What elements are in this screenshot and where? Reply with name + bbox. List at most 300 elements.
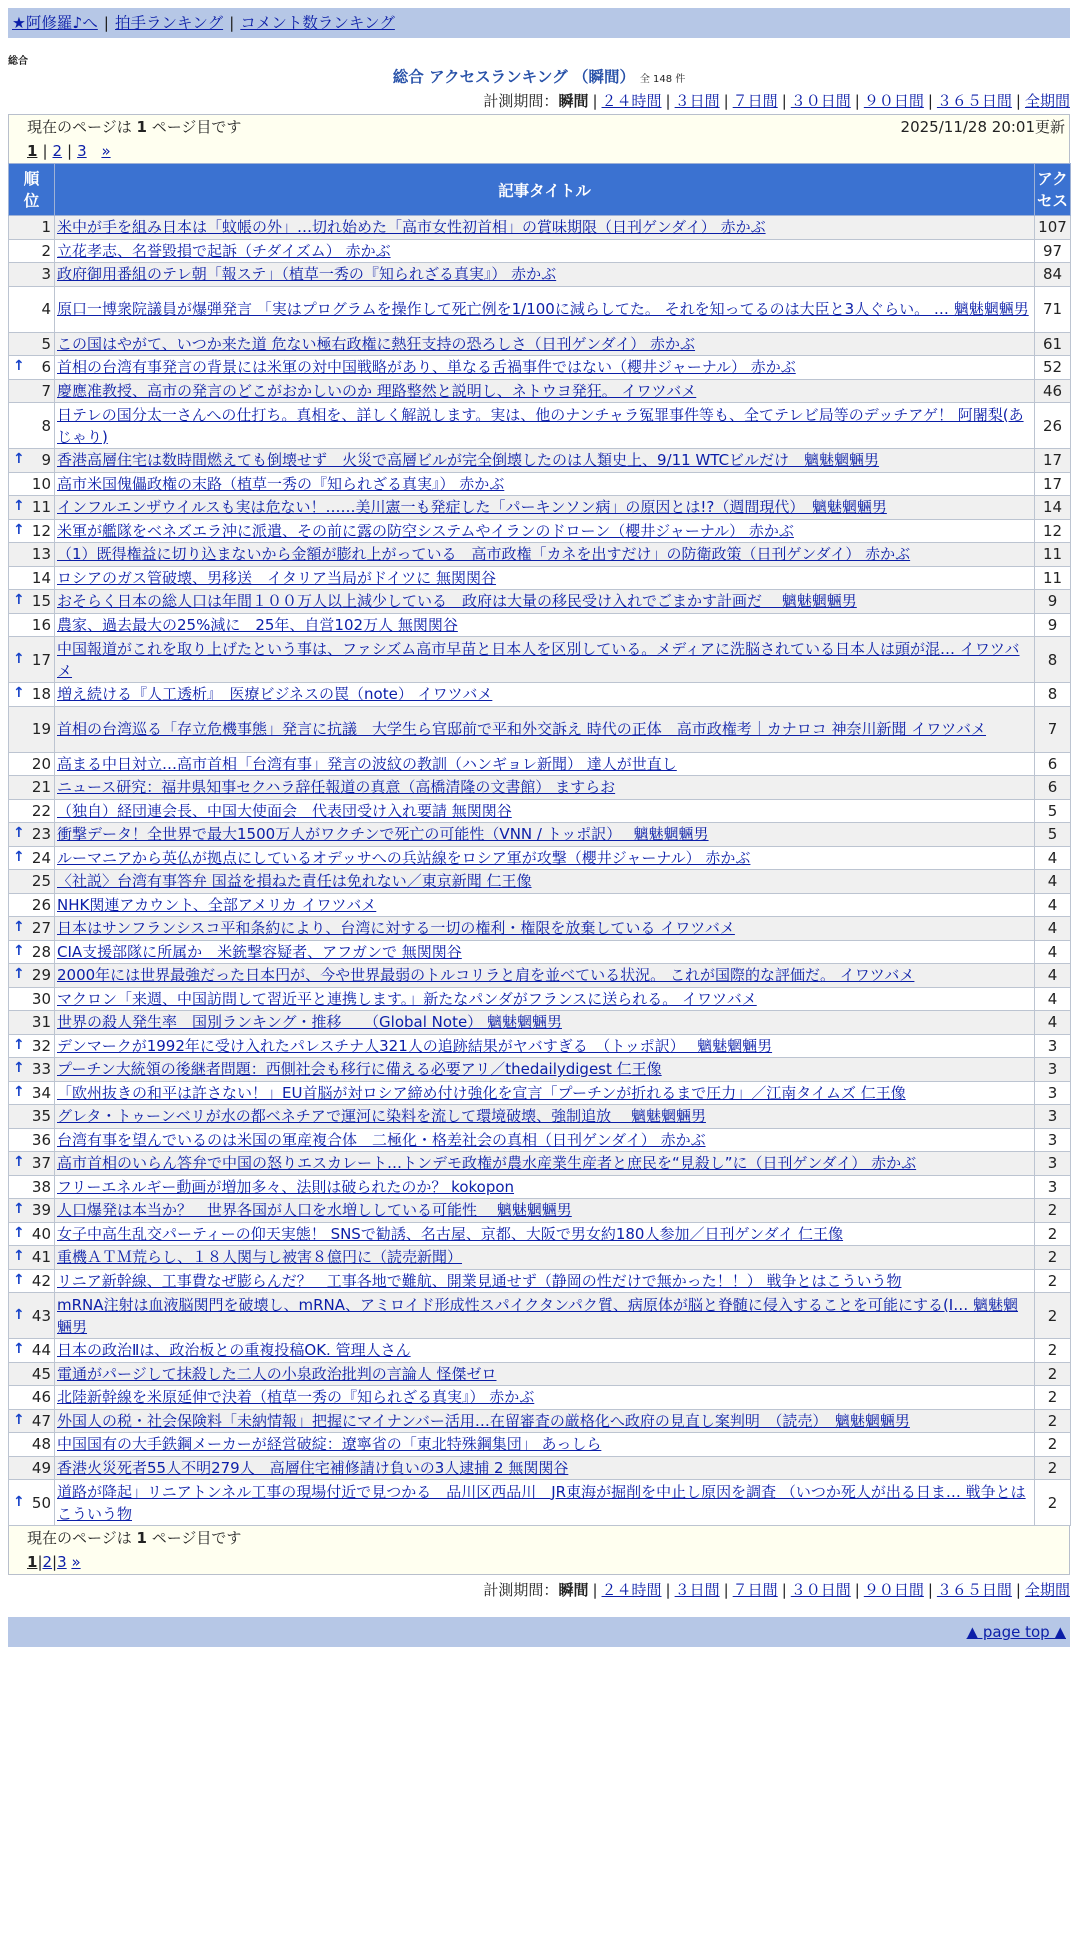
period-option-bottom[interactable]: ７日間: [732, 1581, 778, 1599]
article-title-link[interactable]: 重機ＡＴＭ荒らし、１８人関与し被害８億円に（読売新聞）: [57, 1248, 463, 1267]
article-title-link[interactable]: 世界の殺人発生率 国別ランキング・推移 （Global Note） 魑魅魍魎男: [57, 1013, 562, 1032]
rank-cell: [9, 543, 55, 567]
pager-link[interactable]: 3: [77, 142, 87, 160]
rank-cell: [9, 1152, 55, 1176]
rank-up-arrow-icon: ↑: [13, 919, 25, 936]
table-row: [9, 1058, 1071, 1082]
period-option[interactable]: ７日間: [732, 92, 778, 110]
rank-number: 5: [41, 334, 51, 353]
page-top-link[interactable]: ▲ page top ▲: [966, 1623, 1066, 1641]
access-count: 7: [1035, 706, 1071, 752]
article-title-link[interactable]: ロシアのガス管破壊、男移送 イタリア当局がドイツに 無関関谷: [57, 568, 497, 587]
rank-number: 32: [31, 1036, 51, 1055]
rank-number: 19: [31, 720, 51, 738]
rank-number: 23: [31, 825, 51, 844]
article-title-link[interactable]: 香港火災死者55人不明279人 高層住宅補修請け負いの3人逮捕 2 無関関谷: [57, 1458, 569, 1477]
period-current: 瞬間: [558, 92, 589, 110]
access-count: 3: [1035, 1058, 1071, 1082]
access-count: 3: [1035, 1175, 1071, 1199]
title-cell: [55, 823, 1035, 847]
access-count: 2: [1035, 1409, 1071, 1433]
title-cell: [55, 449, 1035, 473]
rank-header: 順位: [9, 164, 55, 216]
rank-cell: [9, 613, 55, 637]
article-title-link[interactable]: プーチン大統領の後継者問題：西側社会も移行に備える必要アリ／thedailydigest 仁王像: [57, 1060, 662, 1079]
rank-number: 22: [31, 801, 51, 820]
comment-ranking-link[interactable]: コメント数ランキング: [240, 14, 395, 32]
title-cell: [55, 846, 1035, 870]
page-info-suffix-bottom: ページ目です: [151, 1529, 242, 1547]
access-count: 4: [1035, 987, 1071, 1011]
access-count: 3: [1035, 1034, 1071, 1058]
table-row: [9, 870, 1071, 894]
access-count: 107: [1035, 216, 1071, 240]
access-count: 2: [1035, 1339, 1071, 1363]
table-row: [9, 519, 1071, 543]
rank-number: 42: [31, 1271, 51, 1290]
table-row: [9, 286, 1071, 332]
table-row: [9, 846, 1071, 870]
pager-top: 1 | 2 | 3 »: [27, 142, 111, 160]
title-cell: [55, 1199, 1035, 1223]
rank-cell: [9, 1128, 55, 1152]
table-row: [9, 332, 1071, 356]
table-row: [9, 216, 1071, 240]
page-info-prefix-bottom: 現在のページは: [27, 1529, 132, 1547]
table-row: [9, 566, 1071, 590]
table-row: [9, 940, 1071, 964]
title-cell: [55, 590, 1035, 614]
rank-cell: [9, 706, 55, 752]
ranking-table-body: [9, 216, 1071, 1526]
table-row: [9, 637, 1071, 683]
page-info-bottom: [8, 1526, 1070, 1575]
access-count: 2: [1035, 1246, 1071, 1270]
title-cell: [55, 1362, 1035, 1386]
article-title-link[interactable]: 立花孝志、名誉毀損で起訴（チダイズム） 赤かぶ: [57, 241, 391, 260]
article-title-link[interactable]: 政府御用番組のテレ朝「報ステ」（植草一秀の『知られざる真実』） 赤かぶ: [57, 265, 557, 284]
table-row: [9, 590, 1071, 614]
article-title-link[interactable]: 高市首相のいらん答弁で中国の怒りエスカレート…トンデモ政権が農水産業生産者と庶民を“見殺し”に（日刊ゲンダイ） 赤かぶ: [57, 1154, 917, 1173]
title-cell: [55, 940, 1035, 964]
rank-number: 20: [31, 754, 51, 773]
title-cell: [55, 239, 1035, 263]
home-link[interactable]: ★阿修羅♪へ: [12, 14, 98, 32]
title-cell: [55, 1409, 1035, 1433]
table-row: [9, 449, 1071, 473]
table-row: [9, 1152, 1071, 1176]
period-option[interactable]: 全期間: [1024, 92, 1070, 110]
article-title-link[interactable]: ニュース研究：福井県知事セクハラ辞任報道の真意（高橋清隆の文書館） ますらお: [57, 778, 616, 797]
rank-cell: [9, 1480, 55, 1526]
rank-number: 18: [31, 685, 51, 704]
table-row: [9, 1409, 1071, 1433]
article-title-link[interactable]: 北陸新幹線を米原延伸で決着（植草一秀の『知られざる真実』） 赤かぶ: [57, 1388, 535, 1407]
article-title-link[interactable]: （1）既得権益に切り込まないから金額が膨れ上がっている 高市政権「カネを出すだけ」の防衛政策（日刊ゲンダイ） 赤かぶ: [57, 545, 911, 564]
article-title-link[interactable]: 高市米国傀儡政権の末路（植草一秀の『知られざる真実』） 赤かぶ: [57, 474, 505, 493]
title-cell: [55, 496, 1035, 520]
rank-up-arrow-icon: ↑: [13, 1411, 25, 1428]
article-title-link[interactable]: 首相の台湾有事発言の背景には米軍の対中国戦略があり、単なる舌禍事件ではない（櫻井ジャーナル） 赤かぶ: [57, 358, 796, 377]
access-count: 4: [1035, 846, 1071, 870]
page-info-suffix: ページ目です: [151, 118, 242, 136]
article-title-link[interactable]: 香港高層住宅は数時間燃えても倒壊せず 火災で高層ビルが完全倒壊したのは人類史上、9/11 WTCビルだけ 魑魅魍魎男: [57, 451, 880, 470]
rank-cell: [9, 519, 55, 543]
access-count: 2: [1035, 1293, 1071, 1339]
article-title-link[interactable]: 農家、過去最大の25%減に 25年、自営102万人 無関関谷: [57, 615, 458, 634]
access-count: 3: [1035, 1081, 1071, 1105]
total-count: 全 148 件: [639, 74, 686, 85]
rank-cell: [9, 1246, 55, 1270]
article-title-link[interactable]: デンマークが1992年に受け入れたパレスチナ人321人の追跡結果がヤバすぎる （トッポ訳） 魑魅魍魎男: [57, 1036, 773, 1055]
rank-number: 26: [31, 895, 51, 914]
table-row: [9, 964, 1071, 988]
title-cell: [55, 1269, 1035, 1293]
access-count: 71: [1035, 286, 1071, 332]
access-count: 8: [1035, 683, 1071, 707]
access-count: 17: [1035, 449, 1071, 473]
rank-number: 1: [41, 218, 51, 237]
access-header: アクセス: [1035, 164, 1071, 216]
title-cell: [55, 286, 1035, 332]
period-option-bottom[interactable]: ３日間: [674, 1581, 720, 1599]
rank-number: 40: [31, 1224, 51, 1243]
rank-number: 47: [31, 1411, 51, 1430]
article-title-link[interactable]: 首相の台湾巡る「存立危機事態」発言に抗議 大学生ら官邸前で平和外交訴え 時代の正体 高市政権考｜カナロコ 神奈川新聞 イワツバメ: [57, 720, 987, 738]
rank-number: 6: [41, 358, 51, 377]
title-cell: [55, 566, 1035, 590]
rank-up-arrow-icon: ↑: [13, 521, 25, 538]
rank-cell: [9, 1199, 55, 1223]
rank-cell: [9, 286, 55, 332]
title-cell: [55, 216, 1035, 240]
table-row: [9, 496, 1071, 520]
title-cell: [55, 1011, 1035, 1035]
table-row: [9, 543, 1071, 567]
title-cell: [55, 893, 1035, 917]
title-cell: [55, 1386, 1035, 1410]
rank-number: 7: [41, 381, 51, 400]
rank-number: 49: [31, 1458, 51, 1477]
table-row: [9, 893, 1071, 917]
rank-number: 30: [31, 989, 51, 1008]
access-count: 84: [1035, 263, 1071, 287]
table-row: [9, 1246, 1071, 1270]
rank-up-arrow-icon: ↑: [13, 1036, 25, 1053]
access-count: 26: [1035, 403, 1071, 449]
title-cell: [55, 403, 1035, 449]
rank-cell: [9, 590, 55, 614]
table-row: [9, 1386, 1071, 1410]
rank-number: 16: [31, 615, 51, 634]
article-title-link[interactable]: 電通がパージして抹殺した二人の小泉政治批判の言論人 怪傑ゼロ: [57, 1364, 497, 1383]
table-row: [9, 706, 1071, 752]
article-title-link[interactable]: 日本の政治Ⅱは、政治板との重複投稿OK. 管理人さん: [57, 1341, 411, 1360]
title-cell: [55, 776, 1035, 800]
access-count: 2: [1035, 1222, 1071, 1246]
rank-number: 8: [41, 416, 51, 435]
article-title-link[interactable]: この国はやがて、いつか来た道 危ない極右政権に熱狂支持の恐ろしさ（日刊ゲンダイ） 赤かぶ: [57, 334, 696, 353]
rank-cell: [9, 1293, 55, 1339]
access-count: 4: [1035, 964, 1071, 988]
rank-number: 35: [31, 1107, 51, 1126]
access-count: 4: [1035, 893, 1071, 917]
rank-cell: [9, 1034, 55, 1058]
article-title-link[interactable]: 女子中高生乱交パーティーの仰天実態！ SNSで勧誘、名古屋、京都、大阪で男女約180人参加／日刊ゲンダイ 仁王像: [57, 1224, 844, 1243]
rank-up-arrow-icon: ↑: [13, 1493, 25, 1510]
rank-number: 21: [31, 778, 51, 797]
access-count: 2: [1035, 1269, 1071, 1293]
article-title-link[interactable]: リニア新幹線、工事費なぜ膨らんだ？ 工事各地で難航、開業見通せず（静岡の性だけで無かった！！） 戦争とはこういう物: [57, 1271, 902, 1290]
period-option[interactable]: ３６５日間: [936, 92, 1012, 110]
table-row: [9, 917, 1071, 941]
title-cell: [55, 1480, 1035, 1526]
table-row: [9, 823, 1071, 847]
table-row: [9, 1456, 1071, 1480]
rank-cell: [9, 216, 55, 240]
article-title-link[interactable]: ルーマニアから英仏が拠点にしているオデッサへの兵站線をロシア軍が攻撃（櫻井ジャーナル） 赤かぶ: [57, 848, 751, 867]
article-title-link[interactable]: インフルエンザウイルスも実は危ない！……美川憲一も発症した「パーキンソン病」の原因とは!?（週間現代） 魑魅魍魎男: [57, 498, 887, 517]
article-title-link[interactable]: 慶應准教授、高市の発言のどこがおかしいのか 理路整然と説明し、ネトウヨ発狂。 イワツバメ: [57, 381, 697, 400]
article-title-link[interactable]: 人口爆発は本当か？ 世界各国が人口を水増ししている可能性 魑魅魍魎男: [57, 1201, 572, 1220]
access-count: 5: [1035, 823, 1071, 847]
period-option-bottom[interactable]: ３６５日間: [936, 1581, 1012, 1599]
table-row: [9, 613, 1071, 637]
rank-number: 48: [31, 1435, 51, 1454]
article-title-link[interactable]: CIA支援部隊に所属か 米銃撃容疑者、アフガンで 無関関谷: [57, 942, 462, 961]
title-cell: [55, 613, 1035, 637]
table-row: [9, 1339, 1071, 1363]
article-title-link[interactable]: mRNA注射は血液脳関門を破壊し、mRNA、アミロイド形成性スパイクタンパク質、病原体が脳と脊髄に侵入することを可能にする(I… 魑魅魍魎男: [57, 1295, 1018, 1336]
rank-up-arrow-icon: ↑: [13, 650, 25, 667]
access-count: 11: [1035, 566, 1071, 590]
rank-up-arrow-icon: ↑: [13, 451, 25, 468]
title-cell: [55, 964, 1035, 988]
rank-number: 25: [31, 872, 51, 891]
rank-up-arrow-icon: ↑: [13, 1306, 25, 1323]
article-title-link[interactable]: 米軍が艦隊をベネズエラ沖に派遣、その前に露の防空システムやイランのドローン（櫻井ジャーナル） 赤かぶ: [57, 521, 794, 540]
article-title-link[interactable]: 増え続ける『人工透析』 医療ビジネスの罠（note） イワツバメ: [57, 685, 493, 704]
article-title-link[interactable]: 中国国有の大手鉄鋼メーカーが経営破綻：遼寧省の「東北特殊鋼集団」 あっしら: [57, 1435, 602, 1454]
rank-cell: [9, 1081, 55, 1105]
rank-number: 12: [31, 521, 51, 540]
title-cell: [55, 1246, 1035, 1270]
title-cell: [55, 1456, 1035, 1480]
table-header-row: [9, 164, 1071, 216]
rank-number: 33: [31, 1060, 51, 1079]
table-row: [9, 1175, 1071, 1199]
article-title-link[interactable]: 2000年には世界最強だった日本円が、今や世界最弱のトルコリラと肩を並べている状況。 これが国際的な評価だ。 イワツバメ: [57, 966, 915, 985]
pager-link[interactable]: 2: [42, 1553, 53, 1571]
rank-cell: [9, 870, 55, 894]
page-info-prefix: 現在のページは: [27, 118, 132, 136]
title-cell: [55, 1058, 1035, 1082]
table-row: [9, 799, 1071, 823]
access-count: 2: [1035, 1386, 1071, 1410]
title-cell: [55, 706, 1035, 752]
rank-up-arrow-icon: ↑: [13, 848, 25, 865]
access-count: 12: [1035, 519, 1071, 543]
rank-number: 11: [31, 498, 51, 517]
rank-number: 4: [41, 300, 51, 318]
access-count: 4: [1035, 917, 1071, 941]
article-title-link[interactable]: 高まる中日対立…高市首相「台湾有事」発言の波紋の教訓（ハンギョレ新聞） 達人が世直し: [57, 754, 677, 773]
access-count: 9: [1035, 590, 1071, 614]
table-row: [9, 1105, 1071, 1129]
access-count: 17: [1035, 472, 1071, 496]
page-info-top: [8, 114, 1070, 163]
title-cell: [55, 1222, 1035, 1246]
rank-cell: [9, 823, 55, 847]
article-title-link[interactable]: フリーエネルギー動画が増加多々、法則は破られたのか？ kokopon: [57, 1177, 515, 1196]
article-title-link[interactable]: おそらく日本の総人口は年間１００万人以上減少している 政府は大量の移民受け入れでごまかす計画だ 魑魅魍魎男: [57, 592, 857, 611]
pager-current: 1: [27, 142, 38, 160]
period-option[interactable]: ３０日間: [790, 92, 851, 110]
rank-number: 46: [31, 1388, 51, 1407]
article-title-link[interactable]: 日本はサンフランシスコ平和条約により、台湾に対する一切の権利・権限を放棄している イワツバメ: [57, 919, 735, 938]
article-title-link[interactable]: 「欧州抜きの和平は許さない！」EU首脳が対ロシア締め付け強化を宣言「プーチンが折れるまで圧力」／江南タイムズ 仁王像: [57, 1083, 906, 1102]
period-option-bottom[interactable]: ９０日間: [863, 1581, 924, 1599]
rank-cell: [9, 1058, 55, 1082]
access-count: 2: [1035, 1456, 1071, 1480]
rank-up-arrow-icon: ↑: [13, 1083, 25, 1100]
title-cell: [55, 356, 1035, 380]
rank-cell: [9, 496, 55, 520]
period-option-bottom[interactable]: ３０日間: [790, 1581, 851, 1599]
table-row: [9, 379, 1071, 403]
access-count: 3: [1035, 1128, 1071, 1152]
access-count: 52: [1035, 356, 1071, 380]
article-title-link[interactable]: 日テレの国分太一さんへの仕打ち。真相を、詳しく解説します。実は、他のナンチャラ冤罪事件等も、全てテレビ局等のデッチアゲ！ 阿闍梨(あじゃり): [57, 405, 1024, 446]
article-title-link[interactable]: 衝撃データ！全世界で最大1500万人がワクチンで死亡の可能性（VNN / トッポ訳） 魑魅魍魎男: [57, 825, 709, 844]
pager-current: 1: [27, 1553, 38, 1571]
rank-up-arrow-icon: ↑: [13, 1341, 25, 1358]
period-label: 計測期間：: [483, 92, 559, 110]
table-row: [9, 1222, 1071, 1246]
period-option-bottom[interactable]: ２４時間: [601, 1581, 662, 1599]
rank-cell: [9, 752, 55, 776]
rank-number: 17: [31, 650, 51, 669]
title-cell: [55, 379, 1035, 403]
title-cell: [55, 332, 1035, 356]
period-option[interactable]: ２４時間: [601, 92, 662, 110]
rank-number: 45: [31, 1364, 51, 1383]
title-cell: [55, 1175, 1035, 1199]
rank-cell: [9, 566, 55, 590]
rank-up-arrow-icon: ↑: [13, 1224, 25, 1241]
pager-link[interactable]: 3: [57, 1553, 67, 1571]
rank-cell: [9, 239, 55, 263]
rank-cell: [9, 263, 55, 287]
page: [8, 8, 1070, 1647]
rank-cell: [9, 1362, 55, 1386]
table-row: [9, 987, 1071, 1011]
pager-next-link[interactable]: »: [101, 142, 111, 160]
access-count: 6: [1035, 752, 1071, 776]
article-title-link[interactable]: 米中が手を組み日本は「蚊帳の外」…切れ始めた「高市女性初首相」の賞味期限（日刊ゲンダイ） 赤かぶ: [57, 218, 766, 237]
board-label: 総合: [8, 56, 28, 67]
table-row: [9, 356, 1071, 380]
rank-cell: [9, 379, 55, 403]
table-row: [9, 1480, 1071, 1526]
access-count: 9: [1035, 613, 1071, 637]
access-count: 3: [1035, 1105, 1071, 1129]
rank-number: 39: [31, 1201, 51, 1220]
article-title-link[interactable]: 中国報道がこれを取り上げたという事は、ファシズム高市早苗と日本人を区別している。メディアに洗脳されている日本人は頭が混… イワツバメ: [57, 639, 1020, 680]
rank-cell: [9, 846, 55, 870]
access-count: 2: [1035, 1480, 1071, 1526]
table-row: [9, 1433, 1071, 1457]
rank-number: 24: [31, 848, 51, 867]
rank-cell: [9, 472, 55, 496]
article-title-link[interactable]: 台湾有事を望んでいるのは米国の軍産複合体 二極化・格差社会の真相（日刊ゲンダイ） 赤かぶ: [57, 1130, 706, 1149]
article-title-link[interactable]: 道路が降起」リニアトンネル工事の現場付近で見つかる 品川区西品川 JR東海が掘削を中止し原因を調査 （いつか死人が出る日ま… 戦争とはこういう物: [57, 1482, 1026, 1523]
title-cell: [55, 683, 1035, 707]
article-title-link[interactable]: マクロン「来週、中国訪問して習近平と連携します。」新たなパンダがフランスに送られる。 イワツバメ: [57, 989, 757, 1008]
updated-timestamp: 2025/11/28 20:01更新: [900, 118, 1065, 136]
pager-next-link[interactable]: »: [71, 1553, 81, 1571]
table-row: [9, 1128, 1071, 1152]
ranking-table: [8, 163, 1071, 1526]
access-count: 6: [1035, 776, 1071, 800]
rank-number: 29: [31, 966, 51, 985]
access-count: 2: [1035, 1199, 1071, 1223]
period-option[interactable]: ９０日間: [863, 92, 924, 110]
table-row: [9, 1362, 1071, 1386]
access-count: 5: [1035, 799, 1071, 823]
table-row: [9, 239, 1071, 263]
table-row: [9, 1034, 1071, 1058]
title-cell: [55, 1034, 1035, 1058]
title-cell: [55, 1105, 1035, 1129]
table-row: [9, 752, 1071, 776]
rank-cell: [9, 1105, 55, 1129]
title-cell: [55, 543, 1035, 567]
page-info-number: 1: [136, 118, 147, 136]
access-count: 4: [1035, 1011, 1071, 1035]
rank-number: 34: [31, 1083, 51, 1102]
title-cell: [55, 263, 1035, 287]
article-title-link[interactable]: NHK関連アカウント、全部アメリカ イワツバメ: [57, 895, 377, 914]
rank-cell: [9, 1409, 55, 1433]
period-label-bottom: 計測期間：: [483, 1581, 559, 1599]
page-info-number-bottom: 1: [136, 1529, 147, 1547]
rank-cell: [9, 917, 55, 941]
article-title-link[interactable]: 〈社説〉台湾有事答弁 国益を損ねた責任は免れない／東京新聞 仁王像: [57, 872, 532, 891]
rank-cell: [9, 799, 55, 823]
clap-ranking-link[interactable]: 拍手ランキング: [115, 14, 224, 32]
rank-up-arrow-icon: ↑: [13, 966, 25, 983]
rank-cell: [9, 356, 55, 380]
rank-number: 14: [31, 568, 51, 587]
rank-cell: [9, 637, 55, 683]
article-title-link[interactable]: 原口一博衆院議員が爆弾発言 「実はプログラムを操作して死亡例を1/100に減らしてた。 それを知ってるのは大臣と3人ぐらい。 … 魑魅魍魎男: [57, 300, 1029, 318]
period-option[interactable]: ３日間: [674, 92, 720, 110]
table-row: [9, 1293, 1071, 1339]
title-cell: [55, 987, 1035, 1011]
pager-link[interactable]: 2: [52, 142, 63, 160]
rank-number: 15: [31, 592, 51, 611]
article-title-link[interactable]: 外国人の税・社会保険料「未納情報」把握にマイナンバー活用…在留審査の厳格化へ政府の見直し案判明 （読売） 魑魅魍魎男: [57, 1411, 910, 1430]
period-option-bottom[interactable]: 全期間: [1024, 1581, 1070, 1599]
title-cell: [55, 752, 1035, 776]
access-count: 2: [1035, 1362, 1071, 1386]
rank-up-arrow-icon: ↑: [13, 358, 25, 375]
ranking-heading: [8, 66, 1070, 88]
article-title-link[interactable]: （独自）経団連会長、中国大使面会 代表団受け入れ要請 無関関谷: [57, 801, 512, 820]
article-title-link[interactable]: グレタ・トゥーンベリが水の都ベネチアで運河に染料を流して環境破壊、強制追放 魑魅魍魎男: [57, 1107, 706, 1126]
table-row: [9, 1269, 1071, 1293]
